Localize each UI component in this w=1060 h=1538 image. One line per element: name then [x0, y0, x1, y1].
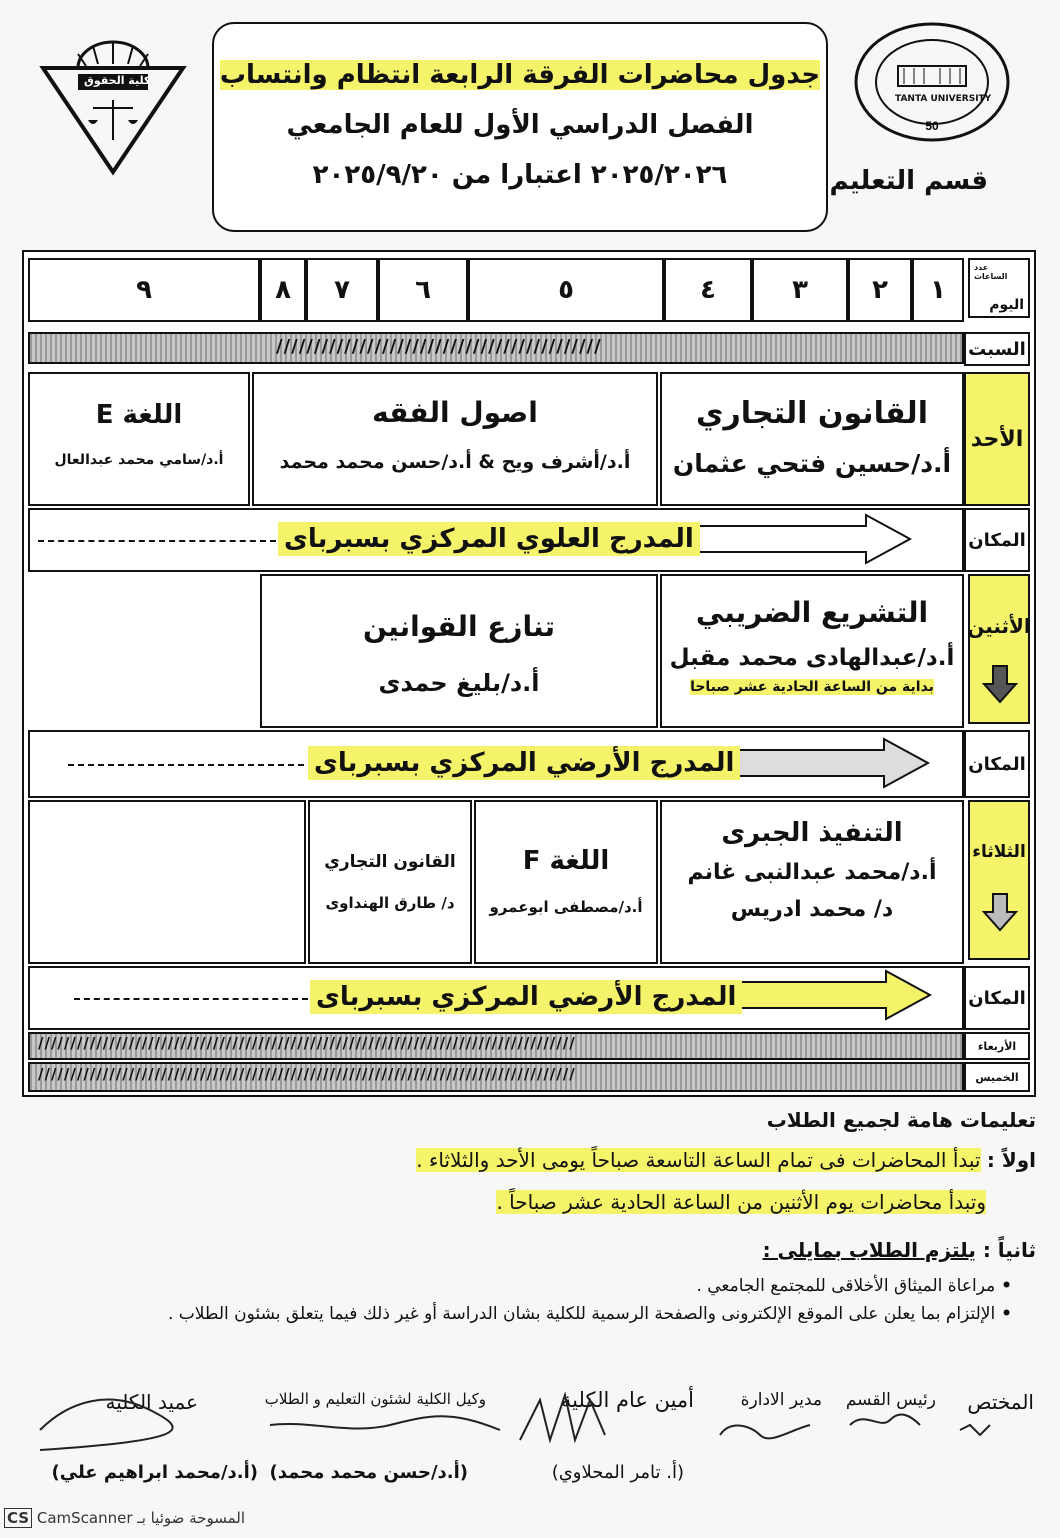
first-text-1: تبدأ المحاضرات فى تمام الساعة التاسعة صباحاً يومى الأحد والثلاثاء .: [416, 1148, 981, 1172]
sunday-s3-prof: أ.د/سامي محمد عبدالعال: [54, 452, 224, 468]
hour-1: ١: [912, 258, 964, 322]
title-line-1: جدول محاضرات الفرقة الرابعة انتظام وانتساب: [219, 60, 821, 90]
sunday-session-3: [28, 372, 250, 506]
tuesday-s1-prof2: د/ محمد ادريس: [730, 897, 894, 922]
sig-admin-director: مدير الادارة: [740, 1390, 822, 1410]
tuesday-down-arrow-icon: [982, 892, 1018, 932]
sig-secretary-general: أمين عام الكلية: [560, 1388, 694, 1412]
tuesday-dashes: [74, 998, 308, 1000]
camscanner-footer: CS CamScanner المسوحة ضوئيا بـ: [4, 1508, 245, 1528]
faculty-of-law-logo: [38, 40, 188, 180]
monday-place: المدرج الأرضي المركزي بسبرباى: [308, 746, 740, 780]
tuesday-s1-subject: التنفيذ الجبرى: [721, 818, 903, 848]
monday-s2-prof: أ.د/بليغ حمدى: [378, 669, 540, 697]
corner-hours-label: عدد الساعات: [974, 263, 1008, 281]
monday-s1-note: بداية من الساعة الحادية عشر صباحا: [690, 679, 934, 695]
saturday-slashes: ///////////////////////////////////////////: [276, 336, 602, 357]
day-monday: الأثنين: [968, 574, 1030, 724]
monday-down-arrow-icon: [982, 664, 1018, 704]
schedule-table: [22, 250, 1036, 1097]
hour-4: ٤: [664, 258, 752, 322]
sunday-arrow-icon: [676, 512, 916, 566]
instructions-first-line-1: [416, 1148, 1036, 1172]
title-line-2: الفصل الدراسي الأول للعام الجامعي: [286, 110, 754, 140]
sig-dean-name: (أ.د/محمد ابراهيم علي): [51, 1462, 258, 1483]
sunday-s1-subject: القانون التجاري: [696, 396, 928, 431]
sig-specialist: المختص: [967, 1390, 1034, 1414]
tanta-university-logo: [852, 18, 1012, 146]
camscanner-icon: CS: [4, 1508, 32, 1528]
hour-2: ٢: [848, 258, 912, 322]
day-wednesday: الأربعاء: [964, 1032, 1030, 1060]
bullet-1: • مراعاة الميثاق الأخلاقى للمجتمع الجامعي .: [696, 1276, 1012, 1296]
day-sunday: الأحد: [964, 372, 1030, 506]
sunday-s3-subject: اللغة E: [95, 400, 183, 430]
department-label: قسم التعليم: [829, 166, 988, 196]
second-title: يلتزم الطلاب بمايلى :: [762, 1238, 976, 1262]
tuesday-place-label: المكان: [964, 966, 1030, 1030]
right-logo-text: TANTA UNIVERSITY: [895, 94, 992, 104]
left-logo-text: كلية الحقوق: [84, 74, 151, 87]
tuesday-session-1: [660, 800, 964, 964]
hour-8: ٨: [260, 258, 306, 322]
day-saturday: السبت: [964, 332, 1030, 366]
tuesday-s2-prof: أ.د/مصطفى ابوعمرو: [489, 898, 643, 916]
first-label: اولاً :: [986, 1148, 1036, 1172]
sig-vice-dean-name: (أ.د/حسن محمد محمد): [269, 1462, 468, 1483]
sunday-place: المدرج العلوي المركزي بسبرباى: [278, 522, 700, 556]
monday-s1-prof: أ.د/عبدالهادى محمد مقبل: [669, 645, 955, 671]
tuesday-session-2: [474, 800, 658, 964]
instructions-second: [763, 1238, 1036, 1262]
day-thursday: الخميس: [964, 1062, 1030, 1092]
tuesday-s1-prof1: أ.د/محمد عبدالنبى غانم: [687, 860, 937, 885]
monday-dashes: [68, 764, 304, 766]
handwritten-signatures: [30, 1380, 1020, 1460]
second-label: ثانياً :: [982, 1238, 1036, 1262]
bullet-2: • الإلتزام بما يعلن على الموقع الإلكترونى والصفحة الرسمية للكلية بشان الدراسة أو غير ذلك فيما يتعلق بشئون الطلاب .: [167, 1304, 1012, 1324]
corner-cell: [968, 258, 1030, 318]
hour-9: ٩: [28, 258, 260, 322]
title-line-3: ٢٠٢٥/٢٠٢٦ اعتبارا من ٢٠٢٥/٩/٢٠: [312, 160, 728, 190]
tuesday-session-3: [308, 800, 472, 964]
sunday-s2-subject: اصول الفقه: [372, 396, 538, 429]
monday-s2-subject: تنازع القوانين: [362, 610, 555, 643]
hour-5: ٥: [468, 258, 664, 322]
hour-3: ٣: [752, 258, 848, 322]
tuesday-s3-prof: د/ طارق الهنداوى: [325, 894, 455, 912]
monday-place-label: المكان: [964, 730, 1030, 798]
tuesday-empty-cell: [28, 800, 306, 964]
sunday-s1-prof: أ.د/حسين فتحي عثمان: [672, 449, 952, 478]
sig-dean: عميد الكلية: [105, 1390, 198, 1414]
sunday-dashes: [38, 540, 276, 542]
instructions-title: تعليمات هامة لجميع الطلاب: [766, 1108, 1036, 1132]
sig-department-head: رئيس القسم: [845, 1390, 936, 1410]
day-tuesday: الثلاثاء: [968, 800, 1030, 960]
corner-day-label: اليوم: [989, 297, 1024, 313]
tuesday-place: المدرج الأرضي المركزي بسبرباى: [310, 980, 742, 1014]
monday-s1-subject: التشريع الضريبي: [695, 596, 929, 629]
sunday-session-1: [660, 372, 964, 506]
sunday-place-label: المكان: [964, 508, 1030, 572]
thursday-slashes: ///////////////////////////////////////////////////////////////////////////////////: [38, 1065, 576, 1083]
instructions-first-line-2: وتبدأ محاضرات يوم الأثنين من الساعة الحادية عشر صباحاً .: [496, 1190, 986, 1214]
wednesday-slashes: ///////////////////////////////////////////////////////////////////////////////////: [38, 1034, 576, 1052]
sunday-s2-prof: أ.د/أشرف ويح & أ.د/حسن محمد محمد: [279, 451, 631, 473]
svg-text:50: 50: [925, 119, 939, 133]
tuesday-s3-subject: القانون التجاري: [324, 852, 456, 872]
monday-session-1: [660, 574, 964, 728]
title-box: [212, 22, 828, 232]
sig-vice-dean: وكيل الكلية لشئون التعليم و الطلاب: [264, 1390, 486, 1408]
hour-6: ٦: [378, 258, 468, 322]
sunday-session-2: [252, 372, 658, 506]
hour-7: ٧: [306, 258, 378, 322]
sig-secretary-name: (أ. تامر المحلاوي): [551, 1462, 684, 1483]
tuesday-s2-subject: اللغة F: [522, 846, 610, 876]
monday-session-2: [260, 574, 658, 728]
